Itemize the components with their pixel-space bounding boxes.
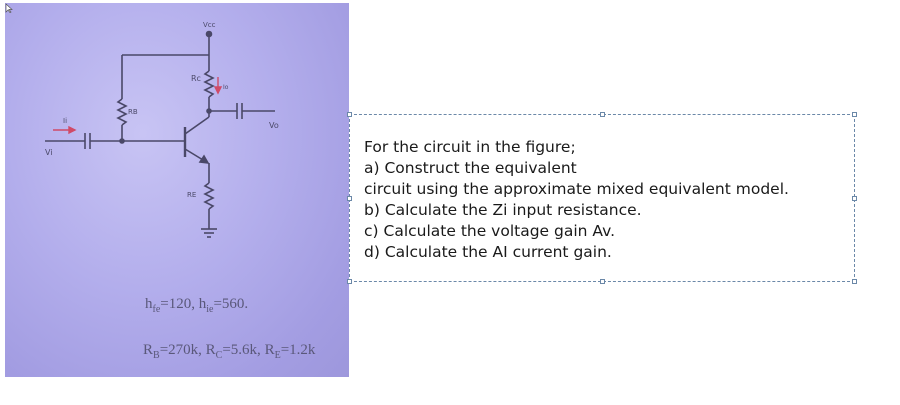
re-label: RE <box>187 191 197 199</box>
circuit-diagram <box>5 3 349 377</box>
question-line: c) Calculate the voltage gain Av. <box>364 222 616 240</box>
vi-label: Vi <box>45 148 53 157</box>
resistor-values: $R_B=270k$, $R_C=5.6k$, $R_E=1.2k$ <box>143 342 316 361</box>
rb-resistor <box>118 99 126 125</box>
io-label: Io <box>223 84 229 91</box>
resize-handle-left[interactable] <box>347 196 352 201</box>
hybrid-params: $h_{fe}=120$, $h_{ie}=560$. <box>145 296 249 315</box>
question-line: b) Calculate the Zi input resistance. <box>364 201 642 219</box>
re-resistor <box>205 183 213 209</box>
mouse-pointer-icon <box>5 3 13 13</box>
circuit-figure <box>5 3 349 377</box>
rb-label: RB <box>128 108 138 116</box>
question-line: a) Construct the equivalent <box>364 159 577 177</box>
resize-handle-bottom-left[interactable] <box>347 279 352 284</box>
resize-handle-bottom-right[interactable] <box>852 279 857 284</box>
resize-handle-bottom[interactable] <box>600 279 605 284</box>
resize-handle-top-right[interactable] <box>852 112 857 117</box>
resize-handle-right[interactable] <box>852 196 857 201</box>
question-line: For the circuit in the figure; <box>364 138 576 156</box>
rc-resistor <box>205 71 213 97</box>
vcc-node <box>207 32 212 37</box>
rc-label: Rc <box>191 74 201 83</box>
resize-handle-top-left[interactable] <box>347 112 352 117</box>
question-line: d) Calculate the AI current gain. <box>364 243 612 261</box>
question-text-box[interactable] <box>349 114 855 282</box>
ii-label: Ii <box>63 117 68 125</box>
question-text[interactable] <box>364 137 789 263</box>
vcc-label: Vcc <box>203 21 216 29</box>
vo-label: Vo <box>269 121 279 130</box>
question-line: circuit using the approximate mixed equivalent model. <box>364 180 789 198</box>
resize-handle-top[interactable] <box>600 112 605 117</box>
